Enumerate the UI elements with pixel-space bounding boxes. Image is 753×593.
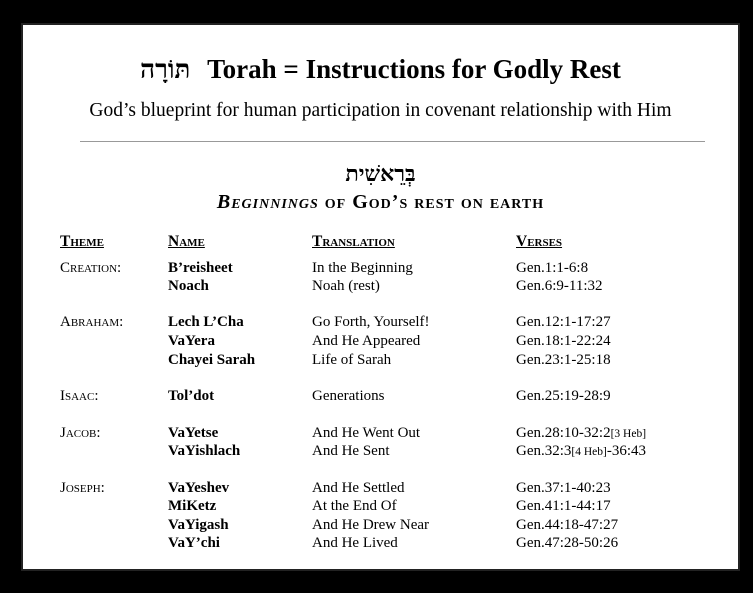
- theme-label: Creation:: [60, 260, 122, 276]
- tagline-italic: Beginnings: [216, 191, 319, 213]
- translation: And He Sent: [312, 443, 390, 459]
- verses-range: Gen.28:10-32:2: [516, 425, 611, 441]
- verses-range: Gen.32:3: [516, 443, 572, 459]
- translation: And He Lived: [312, 535, 398, 551]
- page-title: [26, 54, 735, 85]
- verses-note: [3 Heb]: [610, 428, 647, 440]
- column-header-name: Name: [168, 233, 205, 250]
- parashah-name: Lech L’Cha: [168, 314, 244, 330]
- theme-label: Abraham:: [60, 314, 124, 330]
- translation: And He Appeared: [312, 333, 421, 349]
- theme-label: Isaac:: [60, 388, 99, 404]
- column-header-verses: Verses: [516, 233, 563, 250]
- verses: Gen.37:1-40:23: [516, 480, 611, 496]
- parashah-name: Noach: [168, 278, 209, 294]
- translation: At the End Of: [312, 498, 397, 514]
- parashah-name: VaYetse: [168, 425, 219, 441]
- verses: Gen.18:1-22:24: [516, 333, 611, 349]
- translation: In the Beginning: [312, 260, 413, 276]
- translation: Life of Sarah: [312, 352, 392, 368]
- verses-tail: -36:43: [606, 443, 647, 459]
- column-header-translation: Translation: [312, 233, 395, 250]
- tagline-rest: of God’s rest on earth: [318, 191, 545, 213]
- page-subtitle: God’s blueprint for human participation in covenant relationship with Him: [89, 100, 672, 121]
- parashah-name: VaYeshev: [168, 480, 230, 496]
- title-text: Torah = Instructions for Godly Rest: [207, 54, 621, 84]
- translation: And He Drew Near: [312, 517, 430, 533]
- translation: And He Settled: [312, 480, 405, 496]
- translation: Noah (rest): [312, 278, 380, 294]
- hebrew-title: תּוֹרָה: [140, 55, 191, 85]
- verses: Gen.41:1-44:17: [516, 498, 611, 514]
- page-frame: [10, 10, 743, 583]
- verses: [516, 424, 646, 443]
- verses: Gen.1:1-6:8: [516, 260, 589, 276]
- verses: Gen.47:28-50:26: [516, 535, 619, 551]
- document-card: [26, 28, 735, 566]
- verses: Gen.25:19-28:9: [516, 388, 611, 404]
- parashah-name: VaYera: [168, 333, 215, 349]
- divider: [80, 141, 705, 142]
- parashah-name: VaY’chi: [168, 535, 220, 551]
- hebrew-book-name: בְּרֵאשִׁית: [345, 161, 416, 187]
- book-tagline: [26, 191, 735, 214]
- parashah-name: B’reisheet: [168, 260, 233, 276]
- translation: And He Went Out: [312, 425, 421, 441]
- translation: Go Forth, Yourself!: [312, 314, 430, 330]
- column-header-theme: Theme: [60, 233, 104, 250]
- parashah-name: MiKetz: [168, 498, 217, 514]
- parashah-name: Tol’dot: [168, 388, 215, 404]
- translation: Generations: [312, 388, 385, 404]
- verses: Gen.23:1-25:18: [516, 352, 611, 368]
- verses: [516, 442, 646, 461]
- parashah-name: VaYishlach: [168, 443, 241, 459]
- verses: Gen.44:18-47:27: [516, 517, 619, 533]
- verses: Gen.12:1-17:27: [516, 314, 611, 330]
- parashah-name: VaYigash: [168, 517, 229, 533]
- verses-note: [4 Heb]: [571, 446, 607, 458]
- theme-label: Jacob:: [60, 425, 101, 441]
- theme-label: Joseph:: [60, 480, 105, 496]
- verses: Gen.6:9-11:32: [516, 278, 603, 294]
- parashah-name: Chayei Sarah: [168, 352, 256, 368]
